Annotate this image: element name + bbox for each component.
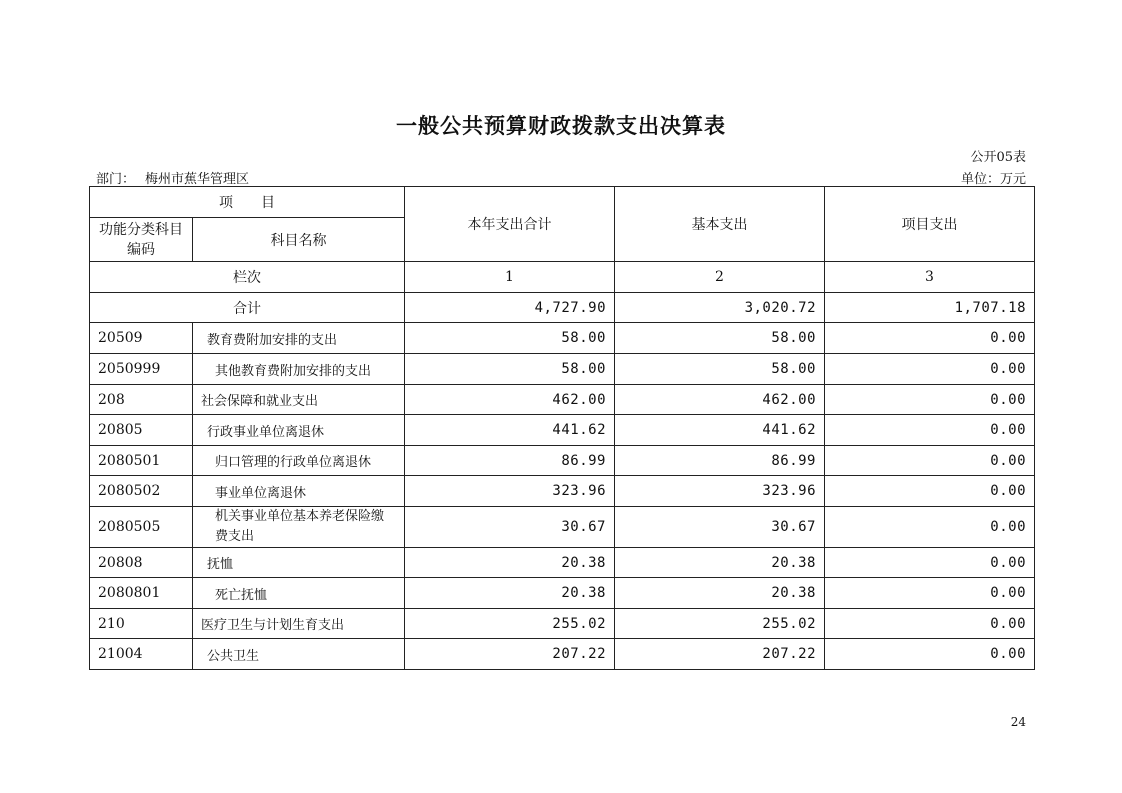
row-project: 0.00	[825, 323, 1035, 354]
table-row	[90, 548, 1035, 578]
row-total: 20.38	[405, 578, 615, 609]
department-value: 梅州市蕉华管理区	[145, 172, 250, 187]
total-label: 合计	[90, 293, 405, 323]
row-name: 其他教育费附加安排的支出	[193, 354, 405, 385]
table-row	[90, 323, 1035, 354]
row-code: 2080502	[90, 476, 193, 507]
row-code: 208	[90, 385, 193, 415]
row-name: 行政事业单位离退休	[193, 415, 405, 446]
expenditure-table	[89, 186, 1035, 670]
header-row-item	[90, 187, 1035, 218]
page-title: 一般公共预算财政拨款支出决算表	[396, 113, 726, 138]
row-total: 207.22	[405, 639, 615, 670]
total-row	[90, 293, 1035, 323]
row-basic: 86.99	[615, 446, 825, 476]
table-row	[90, 385, 1035, 415]
row-code: 20509	[90, 323, 193, 354]
row-index-2: 2	[615, 262, 825, 293]
row-basic: 58.00	[615, 323, 825, 354]
row-total: 255.02	[405, 609, 615, 639]
row-total: 86.99	[405, 446, 615, 476]
row-basic: 441.62	[615, 415, 825, 446]
row-name: 死亡抚恤	[193, 578, 405, 609]
row-total: 58.00	[405, 323, 615, 354]
table-row	[90, 446, 1035, 476]
row-name: 机关事业单位基本养老保险缴费支出	[193, 507, 405, 548]
header-code-label: 功能分类科目编码	[90, 218, 193, 262]
header-col-project: 项目支出	[825, 187, 1035, 262]
row-basic: 20.38	[615, 578, 825, 609]
form-number: 公开05表	[970, 150, 1026, 165]
table-row	[90, 476, 1035, 507]
row-total: 462.00	[405, 385, 615, 415]
row-code: 20805	[90, 415, 193, 446]
row-basic: 30.67	[615, 507, 825, 548]
row-total: 20.38	[405, 548, 615, 578]
total-basic-value: 3,020.72	[615, 293, 825, 323]
row-code: 210	[90, 609, 193, 639]
row-name: 事业单位离退休	[193, 476, 405, 507]
row-total: 323.96	[405, 476, 615, 507]
row-project: 0.00	[825, 354, 1035, 385]
row-project: 0.00	[825, 548, 1035, 578]
row-total: 58.00	[405, 354, 615, 385]
row-name: 教育费附加安排的支出	[193, 323, 405, 354]
row-total: 441.62	[405, 415, 615, 446]
header-col-total: 本年支出合计	[405, 187, 615, 262]
row-project: 0.00	[825, 446, 1035, 476]
row-name: 社会保障和就业支出	[193, 385, 405, 415]
table-row	[90, 415, 1035, 446]
header-col-basic: 基本支出	[615, 187, 825, 262]
unit-label: 单位：万元	[960, 172, 1026, 187]
row-project: 0.00	[825, 507, 1035, 548]
row-index-3: 3	[825, 262, 1035, 293]
row-code: 2050999	[90, 354, 193, 385]
row-basic: 462.00	[615, 385, 825, 415]
page-number: 24	[1010, 715, 1026, 729]
department-label: 部门：	[96, 172, 136, 187]
row-project: 0.00	[825, 476, 1035, 507]
row-name: 归口管理的行政单位离退休	[193, 446, 405, 476]
row-total: 30.67	[405, 507, 615, 548]
row-code: 21004	[90, 639, 193, 670]
row-project: 0.00	[825, 609, 1035, 639]
row-name: 公共卫生	[193, 639, 405, 670]
total-sum-value: 4,727.90	[405, 293, 615, 323]
table-row	[90, 507, 1035, 548]
row-project: 0.00	[825, 578, 1035, 609]
row-project: 0.00	[825, 415, 1035, 446]
row-index-label: 栏次	[90, 262, 405, 293]
table-row	[90, 609, 1035, 639]
department-line	[96, 168, 249, 187]
row-code: 2080501	[90, 446, 193, 476]
row-basic: 255.02	[615, 609, 825, 639]
row-code: 2080801	[90, 578, 193, 609]
table-row	[90, 354, 1035, 385]
row-code: 20808	[90, 548, 193, 578]
row-name: 医疗卫生与计划生育支出	[193, 609, 405, 639]
row-basic: 58.00	[615, 354, 825, 385]
table-row	[90, 639, 1035, 670]
table-row	[90, 578, 1035, 609]
row-name: 抚恤	[193, 548, 405, 578]
row-basic: 207.22	[615, 639, 825, 670]
row-code: 2080505	[90, 507, 193, 548]
row-project: 0.00	[825, 639, 1035, 670]
row-index-1: 1	[405, 262, 615, 293]
row-basic: 323.96	[615, 476, 825, 507]
total-project-value: 1,707.18	[825, 293, 1035, 323]
header-name-label: 科目名称	[193, 218, 405, 262]
header-item-label: 项 目	[90, 187, 405, 218]
row-basic: 20.38	[615, 548, 825, 578]
row-project: 0.00	[825, 385, 1035, 415]
header-row-index	[90, 262, 1035, 293]
